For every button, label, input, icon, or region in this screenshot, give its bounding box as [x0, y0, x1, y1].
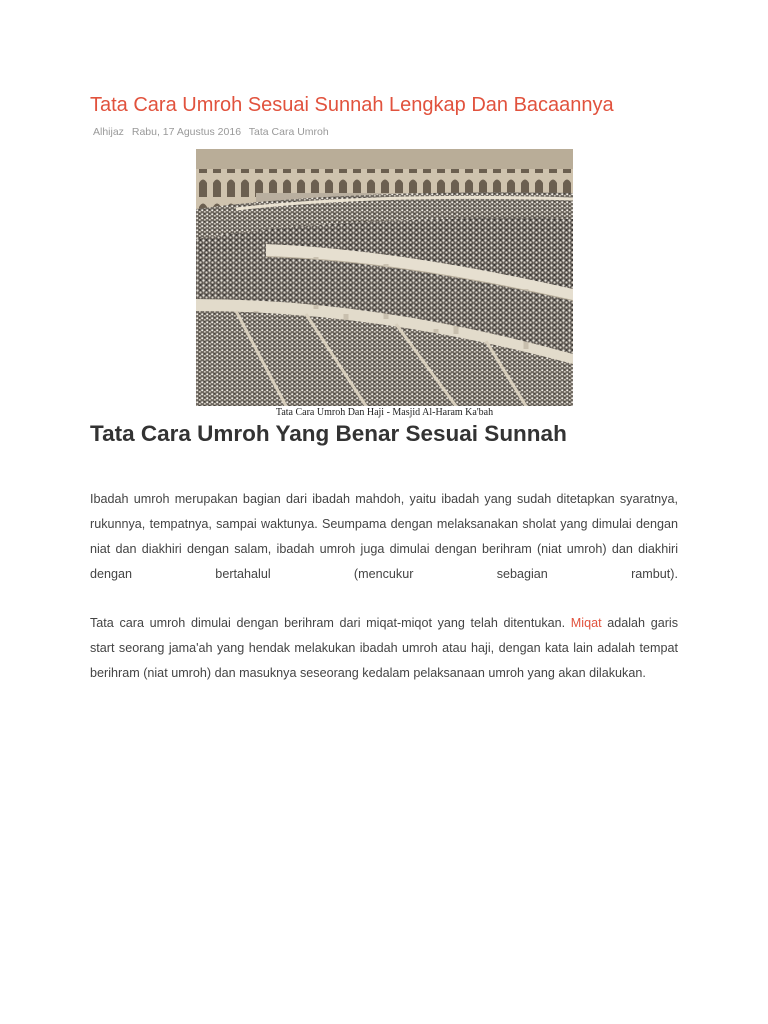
- post-meta: [93, 125, 334, 139]
- paragraph-miqat-text-end: adalah garis start seorang jama'ah yang hendak melakukan ibadah umroh atau haji, dengan kata lain adalah tempat berihram (niat umroh) dan masuknya seseorang kedalam pelaksanaan umroh yang akan dilakukan.: [90, 616, 678, 680]
- paragraph-miqat: [90, 611, 678, 686]
- figure-caption: Tata Cara Umroh Dan Haji - Masjid Al-Haram Ka'bah: [275, 407, 494, 418]
- post-title-link[interactable]: Tata Cara Umroh Sesuai Sunnah Lengkap Dan Bacaannya: [90, 94, 614, 116]
- paragraph-ibadah: Ibadah umroh merupakan bagian dari ibadah mahdoh, yaitu ibadah yang sudah ditetapkan syaratnya, rukunnya, tempatnya, sampai waktunya. Seumpama dengan melaksanakan sholat yang dimulai dengan niat dan diakhiri dengan salam, ibadah umroh juga dimulai dengan berihram (niat umroh) dan diakhiri dengan bertahalul (mencukur sebagian rambut).: [90, 492, 678, 581]
- post-date: Rabu, 17 Agustus 2016: [131, 126, 242, 138]
- section-heading: Tata Cara Umroh Yang Benar Sesuai Sunnah: [90, 421, 567, 446]
- post-category-link[interactable]: Tata Cara Umroh: [248, 126, 329, 138]
- miqat-link[interactable]: Miqat: [570, 616, 602, 630]
- post-author-link[interactable]: Alhijaz: [93, 126, 124, 138]
- article-figure: [196, 149, 573, 418]
- kaaba-photo: [196, 149, 573, 406]
- paragraph-miqat-text-start: Tata cara umroh dimulai dengan berihram dari miqat-miqot yang telah ditentukan.: [90, 616, 566, 630]
